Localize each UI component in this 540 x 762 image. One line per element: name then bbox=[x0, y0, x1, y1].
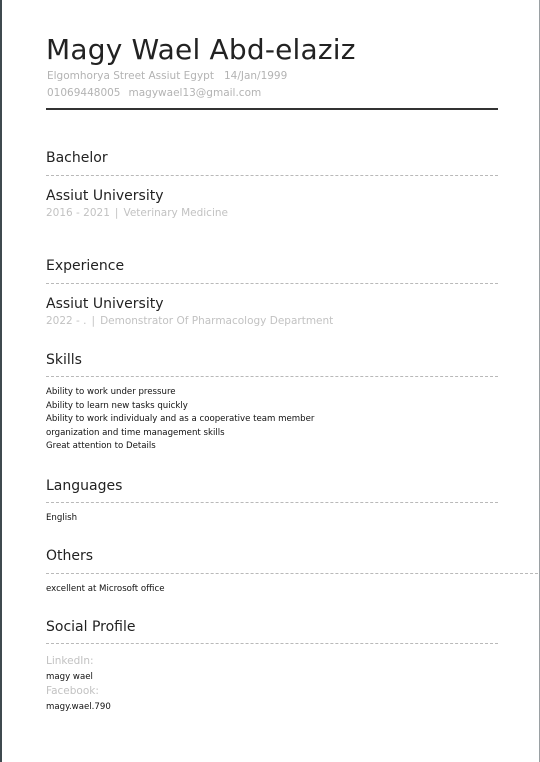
email: magywael13@gmail.com bbox=[128, 87, 262, 99]
section-divider bbox=[46, 573, 538, 574]
facebook-value: magy.wael.790 bbox=[46, 702, 111, 712]
experience-years: 2022 - . bbox=[46, 315, 87, 327]
language-item: English bbox=[46, 513, 78, 523]
experience-meta bbox=[46, 315, 333, 327]
birthdate: 14/Jan/1999 bbox=[223, 70, 288, 82]
others-item: excellent at Microsoft office bbox=[46, 584, 165, 594]
section-title-social: Social Profile bbox=[46, 619, 136, 635]
section-divider bbox=[46, 376, 498, 377]
page-left-edge bbox=[0, 0, 2, 762]
section-title-others: Others bbox=[46, 548, 94, 564]
skill-item: Ability to work individualy and as a cooperative team member bbox=[46, 414, 315, 424]
address-line bbox=[47, 70, 287, 82]
section-title-languages: Languages bbox=[46, 478, 123, 494]
skills-list bbox=[46, 386, 314, 454]
experience-role: Demonstrator Of Pharmacology Department bbox=[100, 315, 334, 327]
education-years: 2016 - 2021 bbox=[46, 207, 110, 219]
skill-item: Great attention to Details bbox=[46, 441, 156, 451]
section-title-education: Bachelor bbox=[46, 150, 108, 166]
address: Elgomhorya Street Assiut Egypt bbox=[47, 70, 214, 82]
section-divider bbox=[46, 283, 498, 284]
education-field: Veterinary Medicine bbox=[123, 207, 228, 219]
section-divider bbox=[46, 175, 498, 176]
contact-line bbox=[47, 87, 261, 99]
skill-item: Ability to work under pressure bbox=[46, 387, 176, 397]
phone: 01069448005 bbox=[47, 87, 121, 99]
section-title-experience: Experience bbox=[46, 258, 125, 274]
education-org: Assiut University bbox=[46, 188, 164, 204]
education-separator: | bbox=[114, 207, 119, 219]
facebook-label: Facebook: bbox=[46, 685, 99, 697]
section-divider bbox=[46, 502, 498, 503]
linkedin-label: LinkedIn: bbox=[46, 655, 94, 667]
skill-item: Ability to learn new tasks quickly bbox=[46, 400, 188, 411]
header-divider bbox=[46, 108, 498, 110]
section-divider bbox=[46, 643, 498, 644]
skill-item: organization and time management skills bbox=[46, 427, 225, 438]
experience-org: Assiut University bbox=[46, 296, 164, 312]
education-meta bbox=[46, 207, 228, 219]
section-title-skills: Skills bbox=[46, 352, 82, 368]
linkedin-value: magy wael bbox=[46, 672, 93, 682]
experience-separator: | bbox=[91, 315, 96, 327]
full-name: Magy Wael Abd-elaziz bbox=[46, 33, 356, 66]
